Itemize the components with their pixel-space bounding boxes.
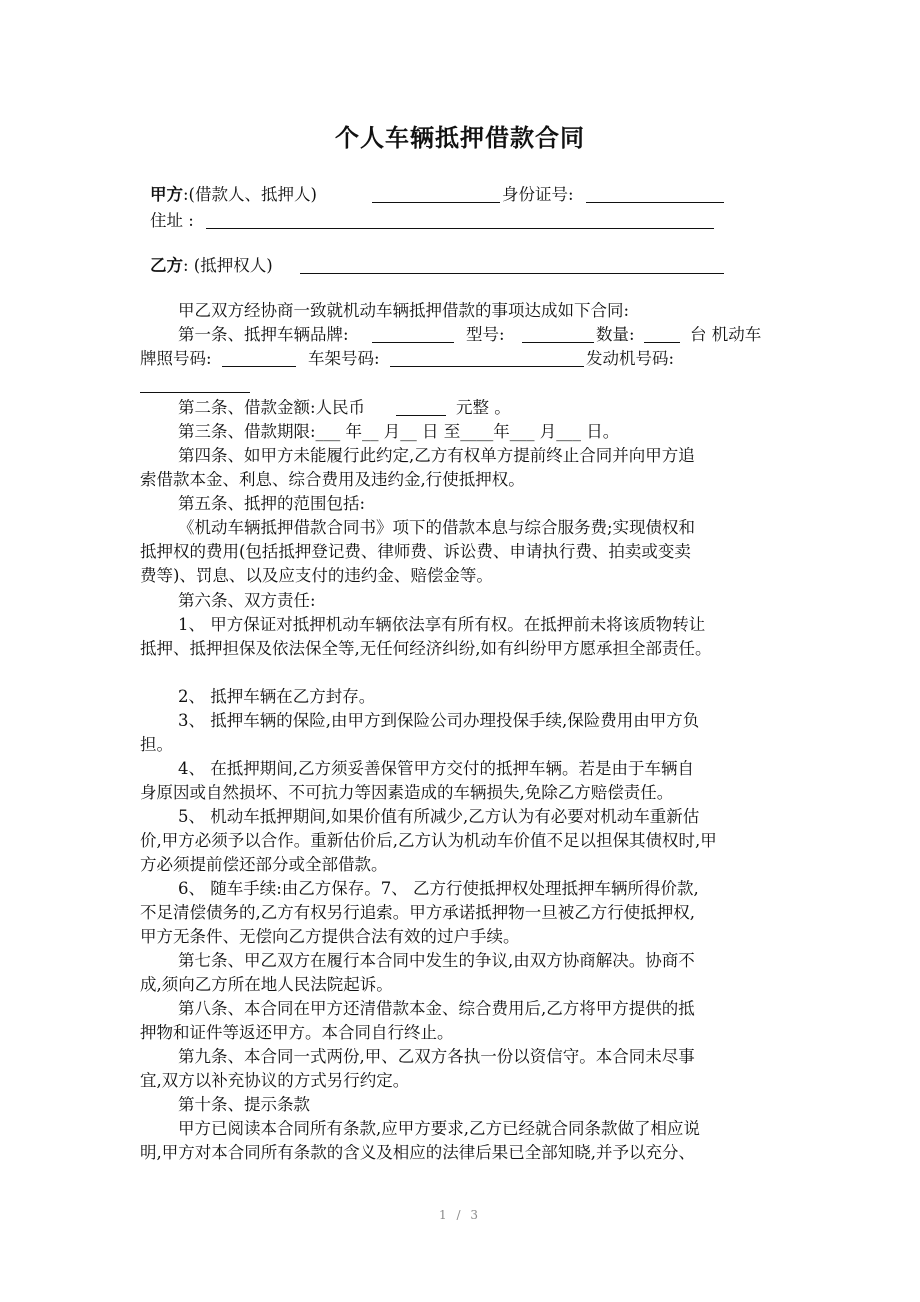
body-line: 费等)、罚息、以及应支付的违约金、赔偿金等。 bbox=[140, 566, 493, 585]
body-line: 4、 在抵押期间,乙方须妥善保管甲方交付的抵押车辆。若是由于车辆自 bbox=[178, 759, 694, 778]
body-line: 3、 抵押车辆的保险,由甲方到保险公司办理投保手续,保险费用由甲方负 bbox=[178, 711, 700, 730]
body-line: 甲方无条件、无偿向乙方提供合法有效的过户手续。 bbox=[140, 927, 520, 946]
engine-number-label: 发动机号码: bbox=[586, 349, 675, 368]
body-line: 宜,双方以补充协议的方式另行约定。 bbox=[140, 1071, 410, 1090]
party-a-address-label: 住址 : bbox=[150, 211, 194, 230]
article-3-term: 第三条、借款期限:___ 年__ 月__ 日 至____年___ 月___ 日。 bbox=[178, 422, 620, 441]
body-line: 押物和证件等返还甲方。本合同自行终止。 bbox=[140, 1023, 454, 1042]
body-line: 第十条、提示条款 bbox=[178, 1095, 310, 1114]
body-line: 第九条、本合同一式两份,甲、乙双方各执一份以资信守。本合同未尽事 bbox=[178, 1047, 695, 1066]
article-2-amount-label: 第二条、借款金额:人民币 bbox=[178, 398, 366, 417]
model-label: 型号: bbox=[466, 325, 505, 344]
plate-number-blank bbox=[222, 350, 296, 367]
body-line: 抵押权的费用(包括抵押登记费、律师费、诉讼费、申请执行费、拍卖或变卖 bbox=[140, 542, 691, 561]
party-b-role: : (抵押权人) bbox=[183, 256, 273, 275]
party-a-role: :(借款人、抵押人) bbox=[183, 185, 317, 204]
brand-blank bbox=[372, 326, 454, 343]
amount-blank bbox=[396, 399, 446, 416]
body-line: 甲方已阅读本合同所有条款,应甲方要求,乙方已经就合同条款做了相应说 bbox=[178, 1119, 700, 1138]
body-line: 价,甲方必须予以合作。重新估价后,乙方认为机动车价值不足以担保其债权时,甲 bbox=[140, 831, 717, 850]
model-blank bbox=[522, 326, 594, 343]
body-line: 身原因或自然损坏、不可抗力等因素造成的车辆损失,免除乙方赔偿责任。 bbox=[140, 783, 674, 802]
body-line: 索借款本金、利息、综合费用及违约金,行使抵押权。 bbox=[140, 470, 525, 489]
body-line: 明,甲方对本合同所有条款的含义及相应的法律后果已全部知晓,并予以充分、 bbox=[140, 1143, 695, 1162]
body-line: 第八条、本合同在甲方还清借款本金、综合费用后,乙方将甲方提供的抵 bbox=[178, 999, 695, 1018]
party-a-id-label: 身份证号: bbox=[502, 185, 574, 204]
article-1-brand-label: 第一条、抵押车辆品牌: bbox=[178, 325, 349, 344]
body-line: 5、 机动车抵押期间,如果价值有所减少,乙方认为有必要对机动车重新估 bbox=[178, 807, 700, 826]
party-a-name-blank bbox=[372, 186, 500, 203]
body-line: 不足清偿债务的,乙方有权另行追索。甲方承诺抵押物一旦被乙方行使抵押权, bbox=[140, 903, 695, 922]
unit-vehicle-label: 台 机动车 bbox=[690, 325, 762, 344]
engine-number-blank bbox=[140, 376, 250, 393]
body-line: 第五条、抵押的范围包括: bbox=[178, 494, 366, 513]
body-line: 1、 甲方保证对抵押机动车辆依法享有所有权。在抵押前未将该质物转让 bbox=[178, 615, 706, 634]
party-a-label: 甲方 bbox=[150, 185, 183, 204]
party-a-id-blank bbox=[586, 186, 724, 203]
quantity-blank bbox=[644, 326, 680, 343]
vin-label: 车架号码: bbox=[308, 349, 380, 368]
document-title: 个人车辆抵押借款合同 bbox=[335, 124, 585, 152]
body-line: 第四条、如甲方未能履行此约定,乙方有权单方提前终止合同并向甲方追 bbox=[178, 446, 695, 465]
party-b-name-blank bbox=[300, 257, 724, 274]
party-a-line bbox=[150, 184, 317, 206]
article-2-unit: 元整 。 bbox=[456, 398, 511, 417]
body-line: 方必须提前偿还部分或全部借款。 bbox=[140, 855, 388, 874]
intro-paragraph: 甲乙双方经协商一致就机动车辆抵押借款的事项达成如下合同: bbox=[178, 301, 630, 320]
body-line: 担。 bbox=[140, 735, 173, 754]
vin-blank bbox=[390, 350, 584, 367]
body-line: 第六条、双方责任: bbox=[178, 591, 316, 610]
body-line: 6、 随车手续:由乙方保存。7、 乙方行使抵押权处理抵押车辆所得价款, bbox=[178, 879, 699, 898]
party-b-line bbox=[150, 255, 273, 277]
body-line: 2、 抵押车辆在乙方封存。 bbox=[178, 687, 376, 706]
plate-number-label: 牌照号码: bbox=[140, 349, 212, 368]
quantity-label: 数量: bbox=[596, 325, 635, 344]
page-number: 1 / 3 bbox=[439, 1208, 481, 1222]
body-line: 《机动车辆抵押借款合同书》项下的借款本息与综合服务费;实现债权和 bbox=[178, 518, 696, 537]
body-line: 第七条、甲乙双方在履行本合同中发生的争议,由双方协商解决。协商不 bbox=[178, 951, 695, 970]
body-line: 抵押、抵押担保及依法保全等,无任何经济纠纷,如有纠纷甲方愿承担全部责任。 bbox=[140, 639, 712, 658]
party-a-address-blank bbox=[206, 212, 714, 229]
party-b-label: 乙方 bbox=[150, 256, 183, 275]
body-line: 成,须向乙方所在地人民法院起诉。 bbox=[140, 975, 393, 994]
